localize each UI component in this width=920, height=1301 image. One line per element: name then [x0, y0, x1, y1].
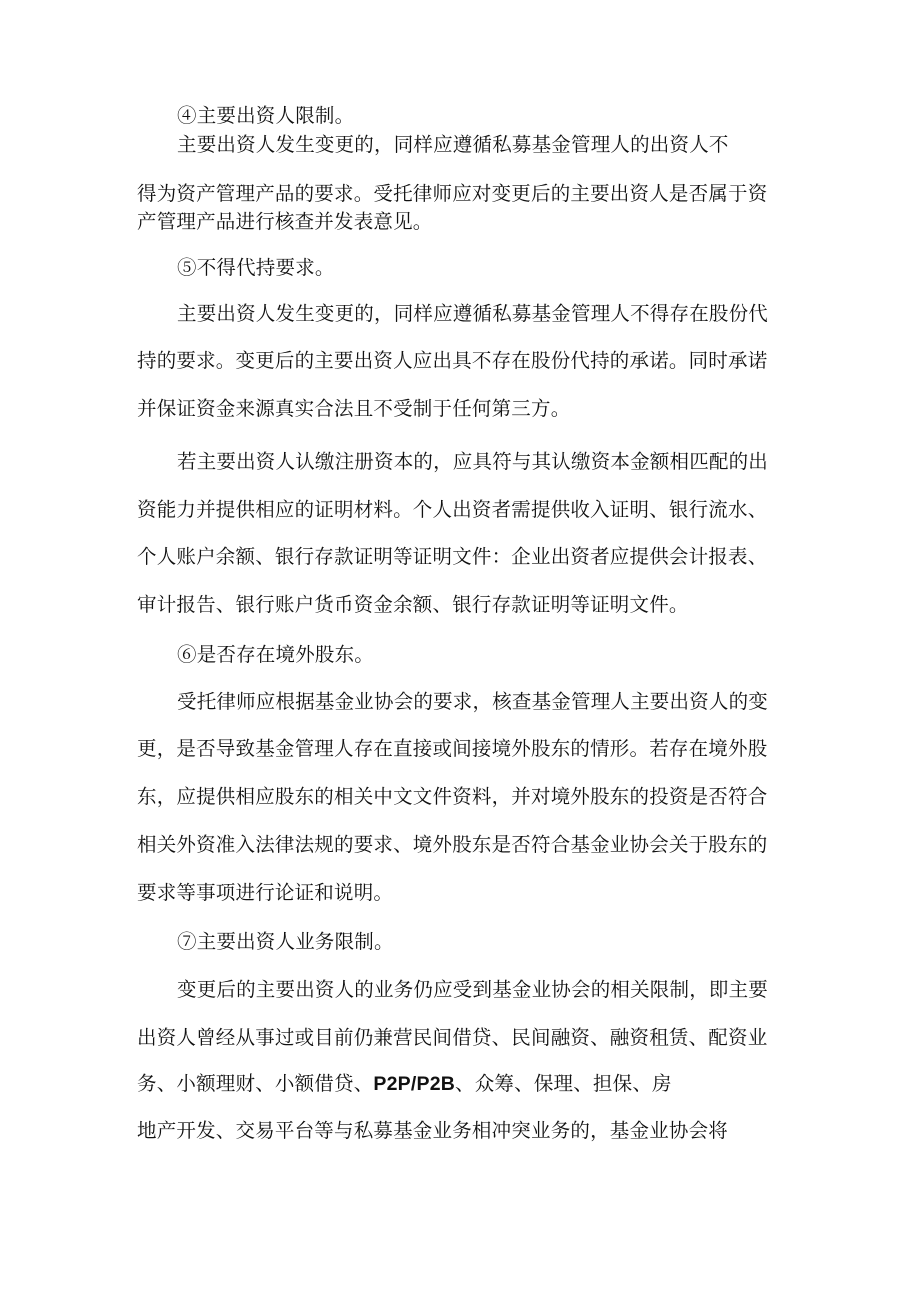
paragraph-line: 个人账户余额、银行存款证明等证明文件：企业出资者应提供会计报表、 [137, 545, 768, 568]
paragraph-segment: 务、小额理财、小额借贷、 [137, 1072, 374, 1095]
paragraph-line [137, 1072, 672, 1096]
paragraph-line: 更，是否导致基金管理人存在直接或间接境外股东的情形。若存在境外股 [137, 737, 768, 760]
heading-item-4: ④主要出资人限制。 [177, 104, 355, 127]
paragraph-line: 产管理产品进行核查并发表意见。 [137, 210, 433, 233]
paragraph-line: 并保证资金来源真实合法且不受制于任何第三方。 [137, 397, 571, 420]
heading-item-6: ⑥是否存在境外股东。 [177, 643, 375, 666]
paragraph-line: 变更后的主要出资人的业务仍应受到基金业协会的相关限制，即主要 [177, 978, 769, 1001]
paragraph-segment: 、众筹、保理、担保、房 [455, 1072, 672, 1095]
paragraph-line: 审计报告、银行账户货币资金余额、银行存款证明等证明文件。 [137, 593, 689, 616]
heading-item-7: ⑦主要出资人业务限制。 [177, 930, 394, 953]
paragraph-line: 若主要出资人认缴注册资本的，应具符与其认缴资本金额相匹配的出 [177, 450, 769, 473]
paragraph-line: 持的要求。变更后的主要出资人应出具不存在股份代持的承诺。同时承诺 [137, 349, 768, 372]
paragraph-line: 相关外资准入法律法规的要求、境外股东是否符合基金业协会关于股东的 [137, 833, 768, 856]
paragraph-line: 得为资产管理产品的要求。受托律师应对变更后的主要出资人是否属于资 [137, 182, 768, 205]
paragraph-line: 受托律师应根据基金业协会的要求，核查基金管理人主要出资人的变 [177, 690, 769, 713]
paragraph-line: 要求等事项进行论证和说明。 [137, 881, 394, 904]
paragraph-line: 出资人曾经从事过或目前仍兼营民间借贷、民间融资、融资租赁、配资业 [137, 1026, 768, 1049]
paragraph-line: 资能力并提供相应的证明材料。个人出资者需提供收入证明、银行流水、 [137, 498, 768, 521]
heading-item-5: ⑤不得代持要求。 [177, 256, 335, 279]
paragraph-segment-latin: P2P/P2B [373, 1073, 456, 1095]
paragraph-line: 东，应提供相应股东的相关中文文件资料，并对境外股东的投资是否符合 [137, 785, 768, 808]
paragraph-line: 主要出资人发生变更的，同样应遵循私募基金管理人不得存在股份代 [177, 302, 769, 325]
paragraph-line: 主要出资人发生变更的，同样应遵循私募基金管理人的出资人不 [177, 133, 729, 156]
paragraph-line: 地产开发、交易平台等与私募基金业务相冲突业务的，基金业协会将 [137, 1119, 729, 1142]
